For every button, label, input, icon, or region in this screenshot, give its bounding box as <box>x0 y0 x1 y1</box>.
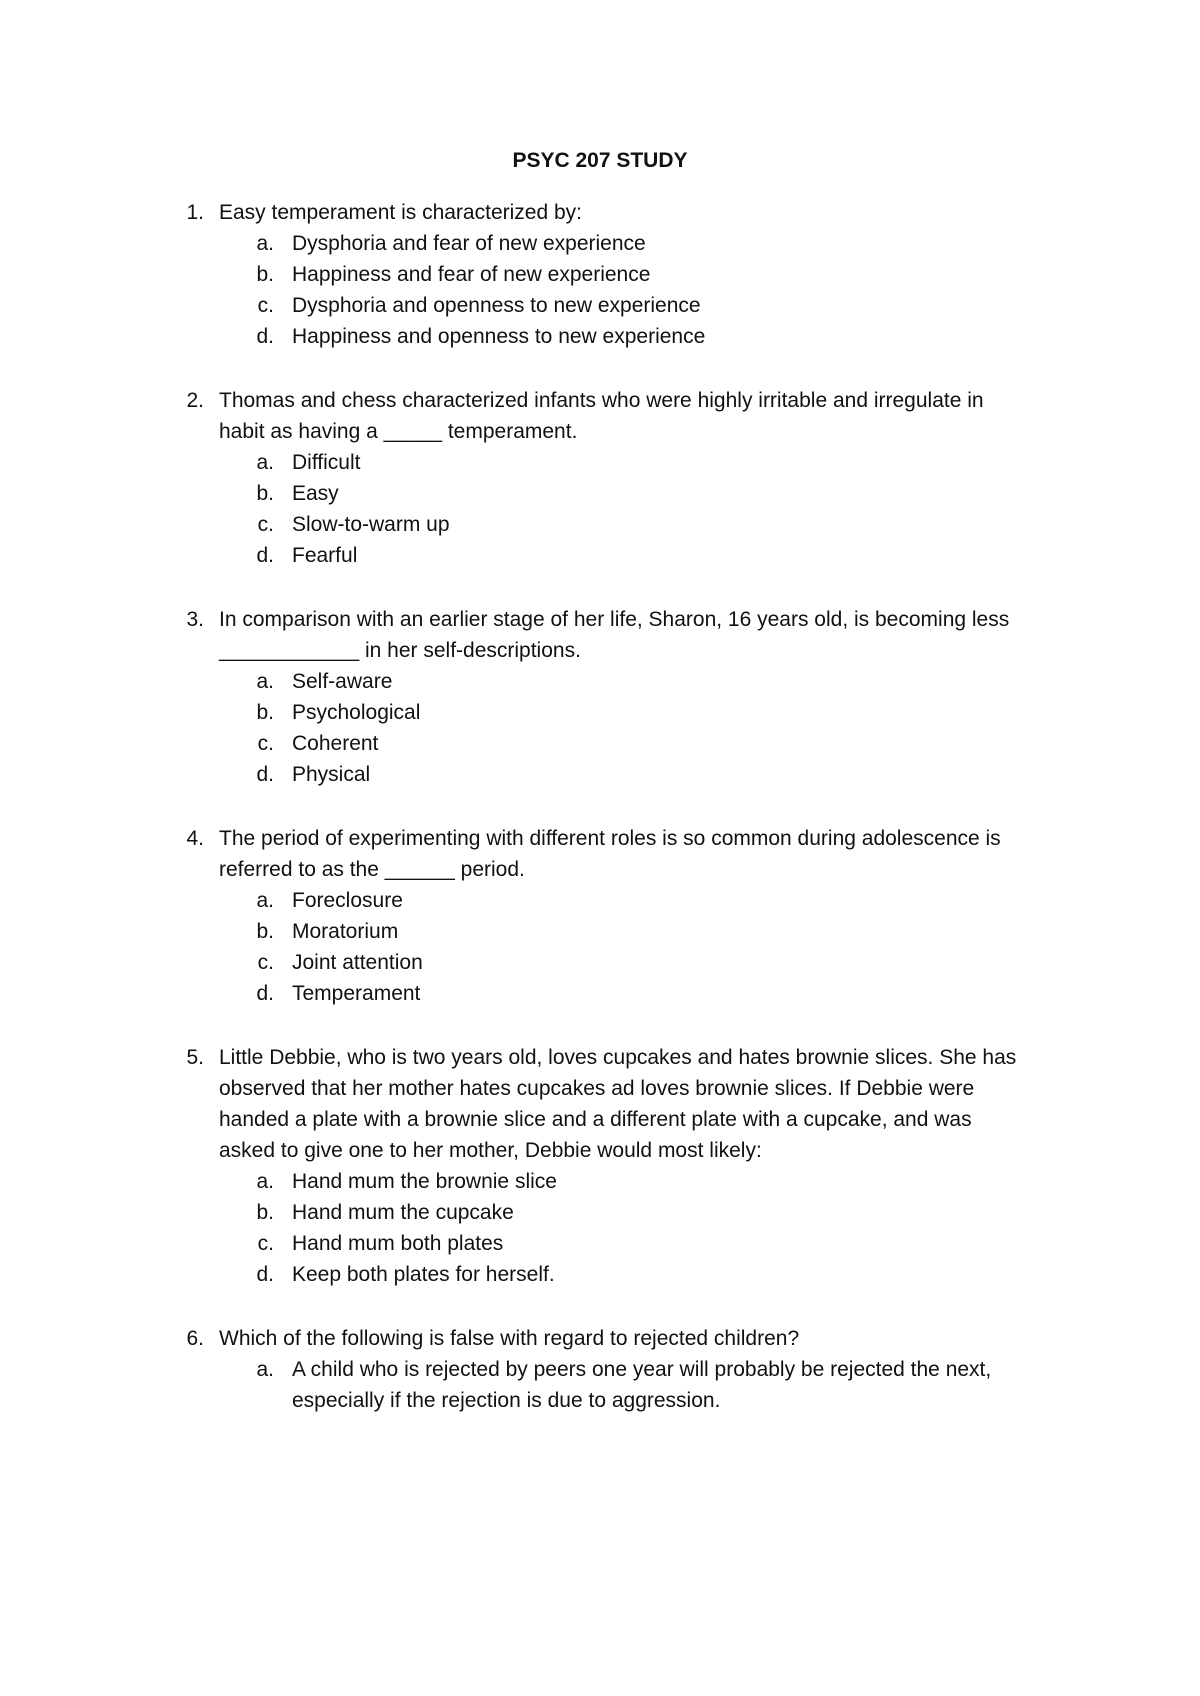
option-text: especially if the rejection is due to aggression. <box>292 1389 721 1412</box>
question-number: 1. <box>186 201 204 224</box>
question-text: The period of experimenting with different roles is so common during adolescence is <box>219 827 1001 850</box>
option-text: Fearful <box>292 544 358 567</box>
page-title: PSYC 207 STUDY <box>512 149 688 172</box>
option-letter: a. <box>256 889 274 912</box>
question-number: 6. <box>186 1327 204 1350</box>
option-text: A child who is rejected by peers one year will probably be rejected the next, <box>292 1358 992 1381</box>
option-letter: b. <box>256 701 274 724</box>
option-text: Joint attention <box>292 951 423 974</box>
option-letter: a. <box>256 670 274 693</box>
option-text: Slow-to-warm up <box>292 513 450 536</box>
question-number: 5. <box>186 1046 204 1069</box>
option-text: Hand mum the brownie slice <box>292 1170 557 1193</box>
option-text: Hand mum the cupcake <box>292 1201 514 1224</box>
option-letter: a. <box>256 232 274 255</box>
option-letter: c. <box>257 1232 274 1255</box>
option-letter: b. <box>256 1201 274 1224</box>
option-text: Happiness and fear of new experience <box>292 263 651 286</box>
option-letter: b. <box>256 920 274 943</box>
option-letter: c. <box>257 513 274 536</box>
option-text: Difficult <box>292 451 361 474</box>
option-text: Happiness and openness to new experience <box>292 325 706 348</box>
option-text: Self-aware <box>292 670 393 693</box>
question-number: 3. <box>186 608 204 631</box>
question-text: referred to as the ______ period. <box>219 858 525 881</box>
option-letter: b. <box>256 263 274 286</box>
option-text: Dysphoria and fear of new experience <box>292 232 646 255</box>
option-text: Temperament <box>292 982 421 1005</box>
option-letter: d. <box>256 325 274 348</box>
option-text: Coherent <box>292 732 379 755</box>
option-letter: c. <box>257 951 274 974</box>
option-text: Keep both plates for herself. <box>292 1263 555 1286</box>
option-letter: d. <box>256 544 274 567</box>
option-letter: d. <box>256 982 274 1005</box>
question-text: Little Debbie, who is two years old, loves cupcakes and hates brownie slices. She has <box>219 1046 1017 1069</box>
question-number: 4. <box>186 827 204 850</box>
option-letter: a. <box>256 1170 274 1193</box>
question-text: Which of the following is false with regard to rejected children? <box>219 1327 800 1350</box>
question-text: ____________ in her self-descriptions. <box>219 639 581 662</box>
option-text: Hand mum both plates <box>292 1232 504 1255</box>
option-letter: d. <box>256 763 274 786</box>
question-text: In comparison with an earlier stage of her life, Sharon, 16 years old, is becoming less <box>219 608 1010 631</box>
option-letter: a. <box>256 1358 274 1381</box>
question-text: Easy temperament is characterized by: <box>219 201 582 224</box>
option-letter: d. <box>256 1263 274 1286</box>
option-text: Moratorium <box>292 920 399 943</box>
option-letter: c. <box>257 732 274 755</box>
option-text: Psychological <box>292 701 421 724</box>
option-letter: c. <box>257 294 274 317</box>
question-text: habit as having a _____ temperament. <box>219 420 578 443</box>
option-text: Foreclosure <box>292 889 403 912</box>
option-text: Dysphoria and openness to new experience <box>292 294 701 317</box>
question-text: handed a plate with a brownie slice and a different plate with a cupcake, and was <box>219 1108 972 1131</box>
question-text: observed that her mother hates cupcakes ad loves brownie slices. If Debbie were <box>219 1077 975 1100</box>
question-number: 2. <box>186 389 204 412</box>
option-letter: a. <box>256 451 274 474</box>
option-letter: b. <box>256 482 274 505</box>
question-text: asked to give one to her mother, Debbie would most likely: <box>219 1139 762 1162</box>
option-text: Easy <box>292 482 339 505</box>
option-text: Physical <box>292 763 371 786</box>
question-text: Thomas and chess characterized infants who were highly irritable and irregulate in <box>219 389 984 412</box>
